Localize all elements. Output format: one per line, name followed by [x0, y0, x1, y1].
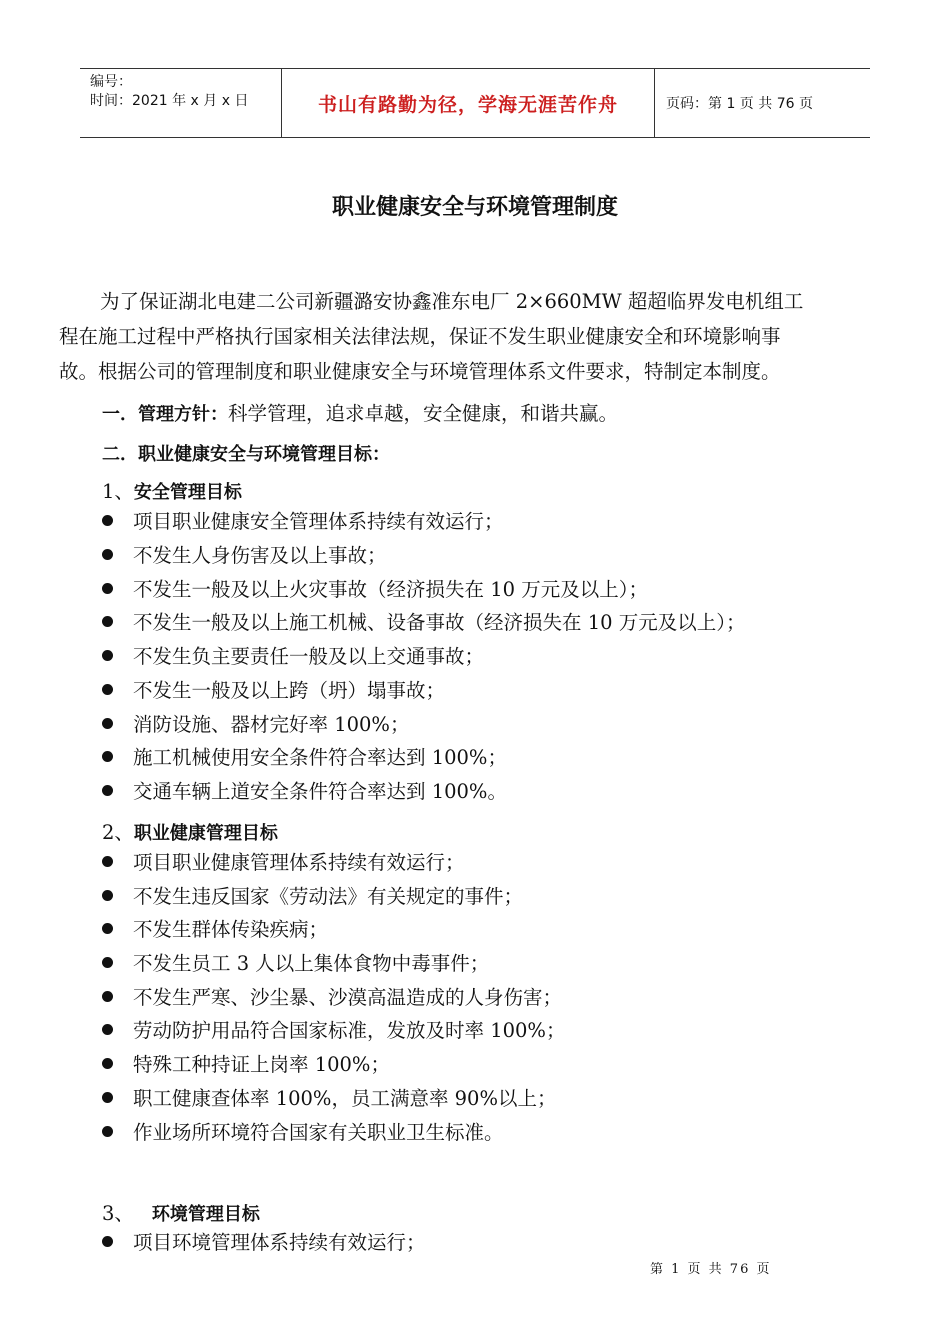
- list-item-text: 消防设施、器材完好率 100%；: [133, 713, 410, 736]
- list-item-text: 不发生群体传染疾病；: [133, 918, 329, 941]
- list-item-text: 不发生人身伤害及以上事故；: [133, 544, 387, 567]
- list-item: [102, 948, 489, 976]
- list-item-text: 项目职业健康管理体系持续有效运行；: [133, 851, 465, 874]
- bullet-icon: [102, 1058, 113, 1069]
- page-footer: 第 1 页 共 76 页: [650, 1262, 772, 1277]
- intro-line: 程在施工过程中严格执行国家相关法律法规，保证不发生职业健康安全和环境影响事: [59, 325, 781, 348]
- list-item-text: 特殊工种持证上岗率 100%；: [133, 1053, 390, 1076]
- list-item: [102, 742, 507, 770]
- document-title: 职业健康安全与环境管理制度: [331, 195, 618, 220]
- list-item: [102, 914, 328, 942]
- list-item: [102, 1117, 504, 1145]
- subsection-label: 安全管理目标: [133, 482, 242, 503]
- section-label: 一．管理方针：: [102, 404, 228, 425]
- bullet-icon: [102, 549, 113, 560]
- list-item: [102, 506, 504, 534]
- intro-line: 为了保证湖北电建二公司新疆潞安协鑫准东电厂 2×660MW 超超临界发电机组工: [100, 290, 804, 313]
- bullet-icon: [102, 991, 113, 1002]
- section-policy: [102, 398, 618, 426]
- list-item-text: 不发生违反国家《劳动法》有关规定的事件；: [133, 885, 524, 908]
- bullet-icon: [102, 785, 113, 796]
- header-meta: [90, 73, 248, 111]
- list-item-text: 作业场所环境符合国家有关职业卫生标准。: [133, 1121, 504, 1144]
- bullet-icon: [102, 616, 113, 627]
- list-item-text: 项目职业健康安全管理体系持续有效运行；: [133, 510, 504, 533]
- list-item-text: 交通车辆上道安全条件符合率达到 100%。: [133, 780, 507, 803]
- list-item: [102, 1015, 565, 1043]
- list-item-text: 职工健康查体率 100%，员工满意率 90%以上；: [133, 1087, 557, 1110]
- subsection-health: [102, 817, 278, 845]
- header-divider: [654, 69, 655, 137]
- bullet-icon: [102, 718, 113, 729]
- list-item-text: 不发生一般及以上施工机械、设备事故（经济损失在 10 万元及以上）；: [133, 611, 746, 634]
- bullet-icon: [102, 856, 113, 867]
- section-goals: [102, 440, 390, 466]
- list-item: [102, 881, 523, 909]
- list-item: [102, 574, 648, 602]
- time-label: 时间：2021 年 x 月 x 日: [90, 93, 249, 109]
- list-item-text: 不发生一般及以上火灾事故（经济损失在 10 万元及以上）；: [133, 578, 648, 601]
- bullet-icon: [102, 583, 113, 594]
- list-item: [102, 540, 387, 568]
- list-item: [102, 607, 745, 635]
- list-item-text: 项目环境管理体系持续有效运行；: [133, 1231, 426, 1254]
- subsection-environment: [102, 1198, 260, 1226]
- bullet-icon: [102, 890, 113, 901]
- subsection-safety: [102, 476, 242, 504]
- bullet-icon: [102, 515, 113, 526]
- bullet-icon: [102, 1024, 113, 1035]
- intro-paragraph: [59, 284, 891, 389]
- section-text: 科学管理，追求卓越，安全健康，和谐共赢。: [228, 402, 619, 425]
- bullet-icon: [102, 1092, 113, 1103]
- list-item-text: 劳动防护用品符合国家标准，发放及时率 100%；: [133, 1019, 566, 1042]
- list-item: [102, 1083, 557, 1111]
- bullet-icon: [102, 1236, 113, 1247]
- list-item: [102, 675, 445, 703]
- bullet-icon: [102, 1126, 113, 1137]
- list-item: [102, 641, 484, 669]
- list-item: [102, 1049, 390, 1077]
- intro-line: 故。根据公司的管理制度和职业健康安全与环境管理体系文件要求，特制定本制度。: [59, 360, 781, 383]
- list-item: [102, 776, 507, 804]
- subsection-number: 3、: [102, 1202, 134, 1225]
- subsection-label: 环境管理目标: [151, 1204, 260, 1225]
- list-item: [102, 982, 562, 1010]
- header-page-info: 页码：第 1 页 共 76 页: [666, 96, 813, 112]
- bullet-icon: [102, 957, 113, 968]
- header-motto: 书山有路勤为径，学海无涯苦作舟: [317, 93, 618, 116]
- list-item-text: 施工机械使用安全条件符合率达到 100%；: [133, 746, 507, 769]
- list-item-text: 不发生员工 3 人以上集体食物中毒事件；: [133, 952, 490, 975]
- list-item-text: 不发生严寒、沙尘暴、沙漠高温造成的人身伤害；: [133, 986, 563, 1009]
- bullet-icon: [102, 650, 113, 661]
- list-item: [102, 709, 409, 737]
- subsection-number: 2、: [102, 821, 134, 844]
- number-label: 编号：: [90, 74, 132, 90]
- list-item: [102, 1227, 426, 1255]
- page-header: [80, 68, 870, 138]
- bullet-icon: [102, 684, 113, 695]
- subsection-label: 职业健康管理目标: [133, 823, 278, 844]
- bullet-icon: [102, 923, 113, 934]
- section-label: 二．职业健康安全与环境管理目标：: [102, 444, 390, 465]
- list-item-text: 不发生一般及以上跨（坍）塌事故；: [133, 679, 446, 702]
- list-item-text: 不发生负主要责任一般及以上交通事故；: [133, 645, 485, 668]
- bullet-icon: [102, 751, 113, 762]
- subsection-number: 1、: [102, 480, 134, 503]
- list-item: [102, 847, 465, 875]
